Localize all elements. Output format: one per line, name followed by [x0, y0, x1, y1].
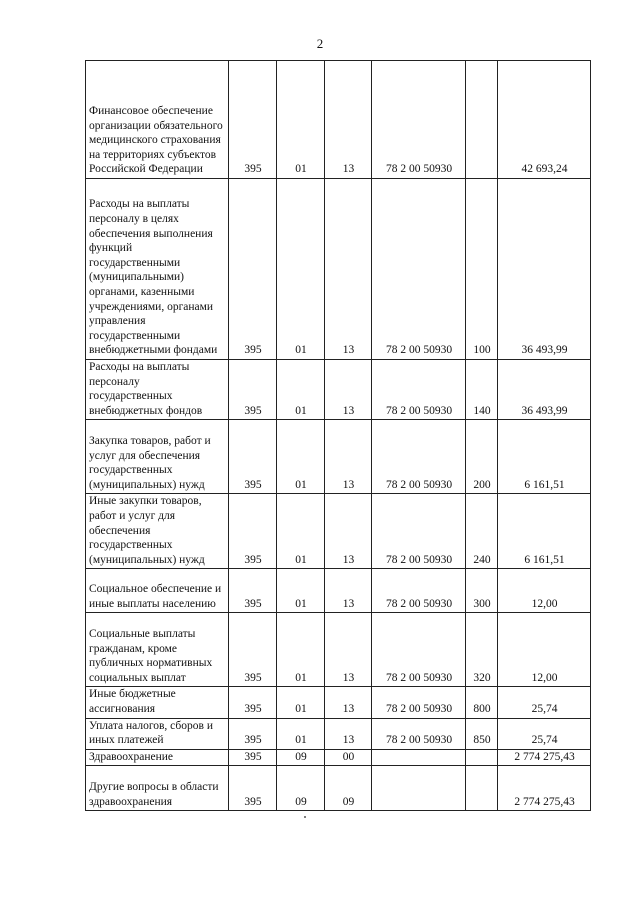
section-code: 01: [277, 420, 325, 494]
ministry-code: 395: [229, 749, 277, 766]
amount: 12,00: [498, 613, 591, 687]
ministry-code: 395: [229, 766, 277, 811]
table-row: [86, 179, 591, 360]
expense-type-code: 800: [466, 687, 498, 718]
row-name: Расходы на выплаты персоналу в целях обеспечения выполнения функций государственными (муниципальными) органами, казенными учреждениями, органами управления государственными внебюджетными фондами: [86, 179, 229, 360]
section-code: 09: [277, 766, 325, 811]
target-article-code: 78 2 00 50930: [372, 360, 466, 420]
expense-type-code: 140: [466, 360, 498, 420]
ministry-code: 395: [229, 61, 277, 179]
amount: 6 161,51: [498, 420, 591, 494]
scan-dot: [304, 816, 306, 818]
section-code: 09: [277, 749, 325, 766]
section-code: 01: [277, 360, 325, 420]
ministry-code: 395: [229, 360, 277, 420]
subsection-code: 13: [325, 494, 372, 569]
target-article-code: 78 2 00 50930: [372, 179, 466, 360]
expense-type-code: 320: [466, 613, 498, 687]
ministry-code: 395: [229, 179, 277, 360]
subsection-code: 13: [325, 360, 372, 420]
amount: 36 493,99: [498, 179, 591, 360]
table-row: [86, 360, 591, 420]
section-code: 01: [277, 718, 325, 749]
expense-type-code: 240: [466, 494, 498, 569]
row-name: Уплата налогов, сборов и иных платежей: [86, 718, 229, 749]
ministry-code: 395: [229, 420, 277, 494]
table-row: [86, 687, 591, 718]
page-number: 2: [316, 36, 324, 51]
table-row: [86, 766, 591, 811]
ministry-code: 395: [229, 569, 277, 613]
amount: 2 774 275,43: [498, 766, 591, 811]
subsection-code: 13: [325, 179, 372, 360]
amount: 36 493,99: [498, 360, 591, 420]
subsection-code: 09: [325, 766, 372, 811]
subsection-code: 00: [325, 749, 372, 766]
section-code: 01: [277, 61, 325, 179]
ministry-code: 395: [229, 687, 277, 718]
target-article-code: 78 2 00 50930: [372, 420, 466, 494]
target-article-code: [372, 749, 466, 766]
row-name: Закупка товаров, работ и услуг для обеспечения государственных (муниципальных) нужд: [86, 420, 229, 494]
target-article-code: 78 2 00 50930: [372, 718, 466, 749]
table-row: [86, 718, 591, 749]
target-article-code: 78 2 00 50930: [372, 494, 466, 569]
target-article-code: [372, 766, 466, 811]
amount: 25,74: [498, 687, 591, 718]
row-name: Финансовое обеспечение организации обязательного медицинского страхования на территориях субъектов Российской Федерации: [86, 61, 229, 179]
subsection-code: 13: [325, 569, 372, 613]
expense-type-code: 200: [466, 420, 498, 494]
row-name: Социальное обеспечение и иные выплаты населению: [86, 569, 229, 613]
expense-type-code: [466, 749, 498, 766]
row-name: Другие вопросы в области здравоохранения: [86, 766, 229, 811]
target-article-code: 78 2 00 50930: [372, 61, 466, 179]
expense-type-code: 300: [466, 569, 498, 613]
ministry-code: 395: [229, 718, 277, 749]
table-row: [86, 61, 591, 179]
subsection-code: 13: [325, 687, 372, 718]
row-name: Иные бюджетные ассигнования: [86, 687, 229, 718]
ministry-code: 395: [229, 613, 277, 687]
target-article-code: 78 2 00 50930: [372, 569, 466, 613]
amount: 6 161,51: [498, 494, 591, 569]
section-code: 01: [277, 179, 325, 360]
table-row: [86, 420, 591, 494]
table-row: [86, 494, 591, 569]
table-row: [86, 749, 591, 766]
target-article-code: 78 2 00 50930: [372, 687, 466, 718]
expense-type-code: [466, 766, 498, 811]
section-code: 01: [277, 569, 325, 613]
budget-table: [85, 60, 591, 811]
amount: 25,74: [498, 718, 591, 749]
section-code: 01: [277, 687, 325, 718]
subsection-code: 13: [325, 718, 372, 749]
row-name: Иные закупки товаров, работ и услуг для обеспечения государственных (муниципальных) нужд: [86, 494, 229, 569]
amount: 2 774 275,43: [498, 749, 591, 766]
table-row: [86, 569, 591, 613]
table-row: [86, 613, 591, 687]
subsection-code: 13: [325, 61, 372, 179]
target-article-code: 78 2 00 50930: [372, 613, 466, 687]
expense-type-code: [466, 61, 498, 179]
ministry-code: 395: [229, 494, 277, 569]
row-name: Расходы на выплаты персоналу государственных внебюджетных фондов: [86, 360, 229, 420]
section-code: 01: [277, 494, 325, 569]
row-name: Социальные выплаты гражданам, кроме публичных нормативных социальных выплат: [86, 613, 229, 687]
row-name: Здравоохранение: [86, 749, 229, 766]
section-code: 01: [277, 613, 325, 687]
subsection-code: 13: [325, 420, 372, 494]
amount: 12,00: [498, 569, 591, 613]
expense-type-code: 850: [466, 718, 498, 749]
expense-type-code: 100: [466, 179, 498, 360]
subsection-code: 13: [325, 613, 372, 687]
amount: 42 693,24: [498, 61, 591, 179]
